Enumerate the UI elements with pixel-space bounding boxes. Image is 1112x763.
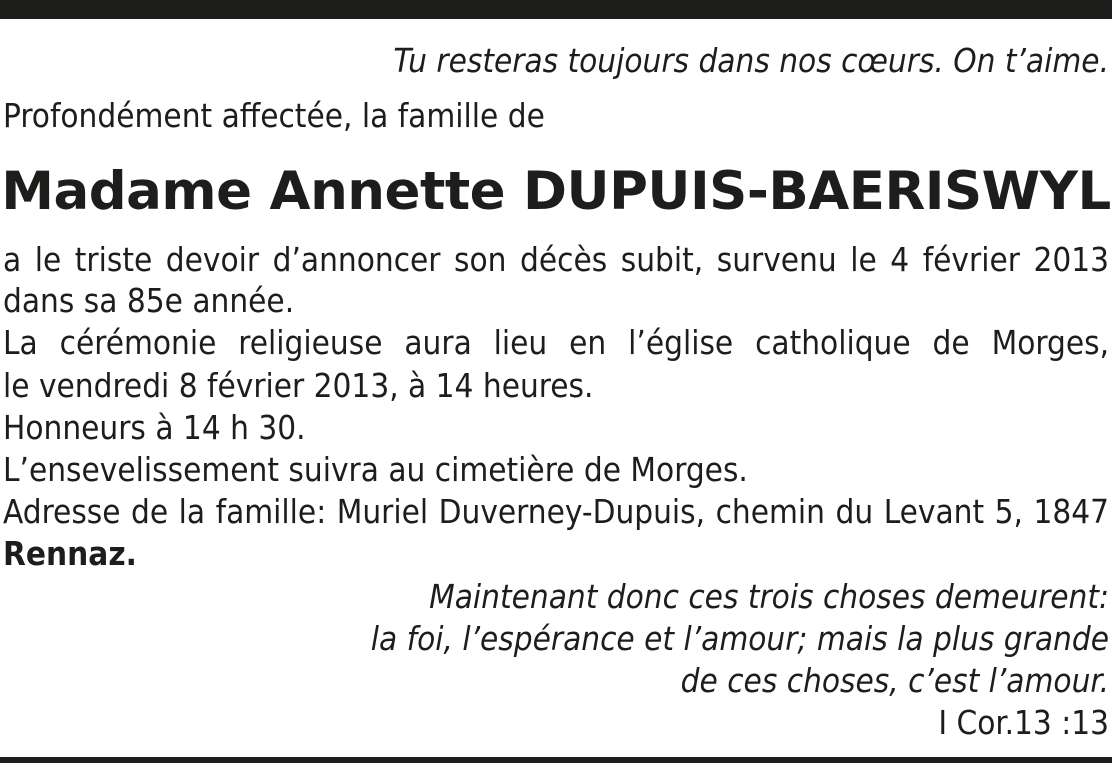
motto: Tu resteras toujours dans nos cœurs. On t’aime. bbox=[393, 41, 1109, 80]
verse-line-2: la foi, l’espérance et l’amour; mais la plus grande bbox=[370, 619, 1109, 658]
body-line-2: dans sa 85e année. bbox=[3, 281, 295, 320]
verse-reference: I Cor.13 :13 bbox=[938, 703, 1109, 742]
body-line-7: Adresse de la famille: Muriel Duverney-Dupuis, chemin du Levant 5, 1847 bbox=[3, 492, 1109, 531]
body-line-5: Honneurs à 14 h 30. bbox=[3, 408, 306, 447]
body-line-1: a le triste devoir d’annoncer son décès subit, survenu le 4 février 2013 bbox=[3, 240, 1109, 279]
body-line-3: La cérémonie religieuse aura lieu en l’église catholique de Morges, bbox=[3, 323, 1109, 362]
intro-text: Profondément affectée, la famille de bbox=[3, 96, 545, 135]
verse-line-1: Maintenant donc ces trois choses demeurent: bbox=[429, 577, 1109, 616]
bottom-rule bbox=[0, 757, 1112, 763]
top-rule bbox=[0, 0, 1112, 19]
verse-line-3: de ces choses, c’est l’amour. bbox=[680, 661, 1109, 700]
deceased-name: Madame Annette DUPUIS-BAERISWYL bbox=[1, 161, 1111, 222]
body-line-4: le vendredi 8 février 2013, à 14 heures. bbox=[3, 366, 594, 405]
body-line-6: L’ensevelissement suivra au cimetière de Morges. bbox=[3, 450, 748, 489]
body-line-8: Rennaz. bbox=[3, 534, 137, 573]
